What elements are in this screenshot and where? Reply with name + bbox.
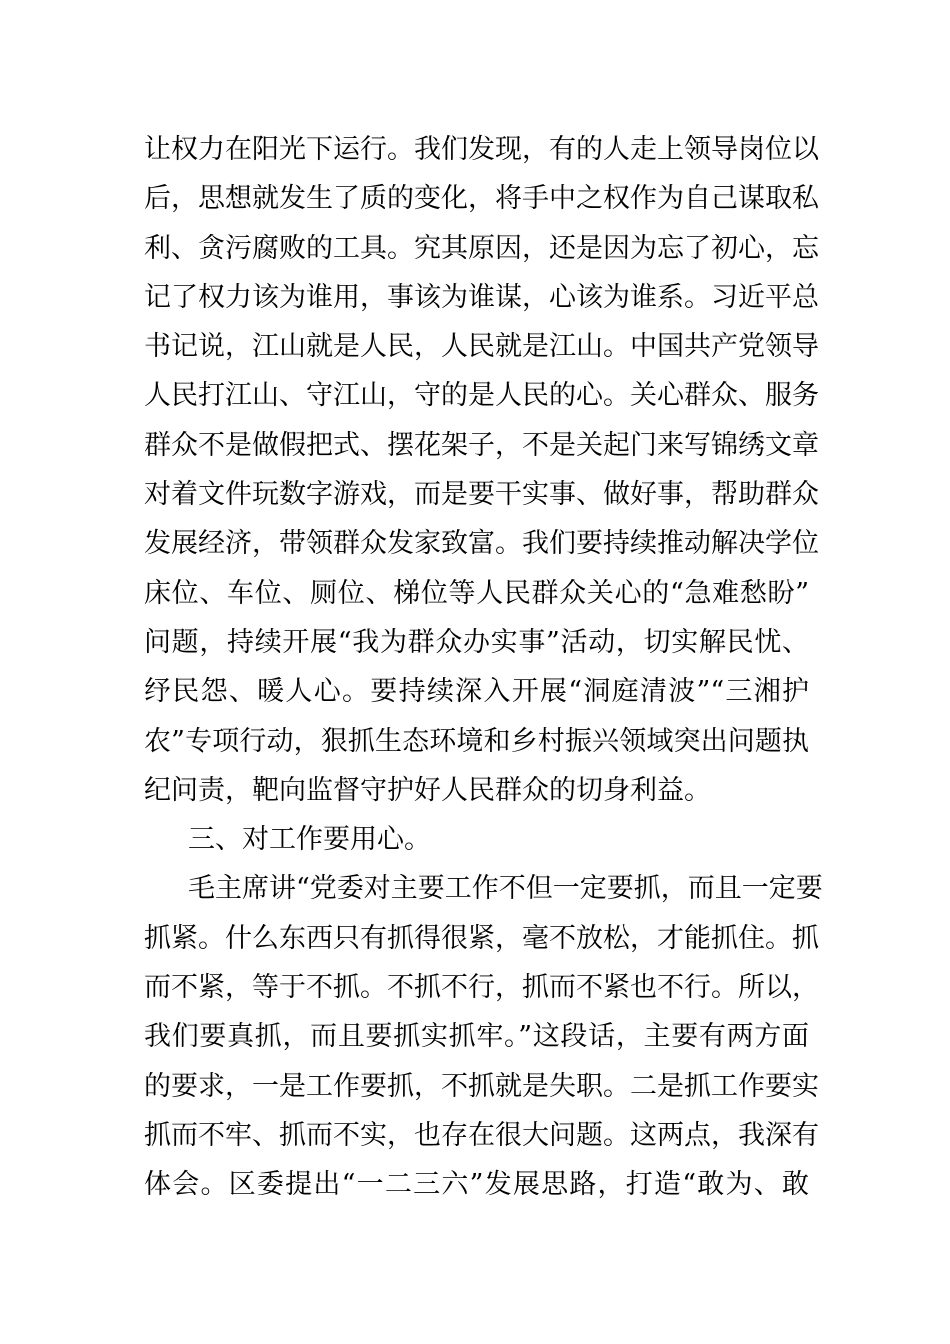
text-line: 问题，持续开展“我为群众办实事”活动，切实解民忧、: [144, 626, 809, 658]
text-line: 农”专项行动，狠抓生态环境和乡村振兴领域突出问题执: [144, 725, 809, 757]
text-line: 而不紧，等于不抓。不抓不行，抓而不紧也不行。所以，: [144, 972, 819, 1004]
text-line: 书记说，江山就是人民，人民就是江山。中国共产党领导: [144, 331, 819, 363]
text-line: 人民打江山、守江山，守的是人民的心。关心群众、服务: [144, 380, 819, 412]
paragraph-2: [144, 864, 823, 1209]
text-line: 体会。区委提出“一二三六”发展思路，打造“敢为、敢: [144, 1169, 809, 1201]
text-line: 的要求，一是工作要抓，不抓就是失职。二是抓工作要实: [144, 1070, 819, 1102]
text-line: 后，思想就发生了质的变化，将手中之权作为自己谋取私: [144, 183, 819, 215]
document-page: [144, 125, 823, 1210]
text-line: 发展经济，带领群众发家致富。我们要持续推动解决学位: [144, 528, 819, 560]
text-line: 记了权力该为谁用，事该为谁谋，心该为谁系。习近平总: [144, 281, 819, 313]
text-line: 让权力在阳光下运行。我们发现，有的人走上领导岗位以: [144, 134, 819, 165]
text-line: 纾民怨、暖人心。要持续深入开展“洞庭清波”“三湘护: [144, 676, 809, 708]
text-line: 床位、车位、厕位、梯位等人民群众关心的“急难愁盼”: [144, 577, 809, 609]
text-line: 毛主席讲“党委对主要工作不但一定要抓，而且一定要: [188, 873, 823, 905]
text-line: 我们要真抓，而且要抓实抓牢。”这段话，主要有两方面: [144, 1021, 809, 1053]
section-heading-3: 三、对工作要用心。: [188, 824, 431, 856]
paragraph-1: [144, 125, 819, 815]
text-line: 纪问责，靶向监督守护好人民群众的切身利益。: [144, 774, 711, 806]
text-line: 群众不是做假把式、摆花架子，不是关起门来写锦绣文章: [144, 429, 819, 461]
text-line: 抓而不牢、抓而不实，也存在很大问题。这两点，我深有: [144, 1119, 819, 1151]
text-line: 抓紧。什么东西只有抓得很紧，毫不放松，才能抓住。抓: [144, 922, 819, 954]
text-line: 利、贪污腐败的工具。究其原因，还是因为忘了初心，忘: [144, 232, 819, 264]
text-line: 对着文件玩数字游戏，而是要干实事、做好事，帮助群众: [144, 479, 819, 511]
